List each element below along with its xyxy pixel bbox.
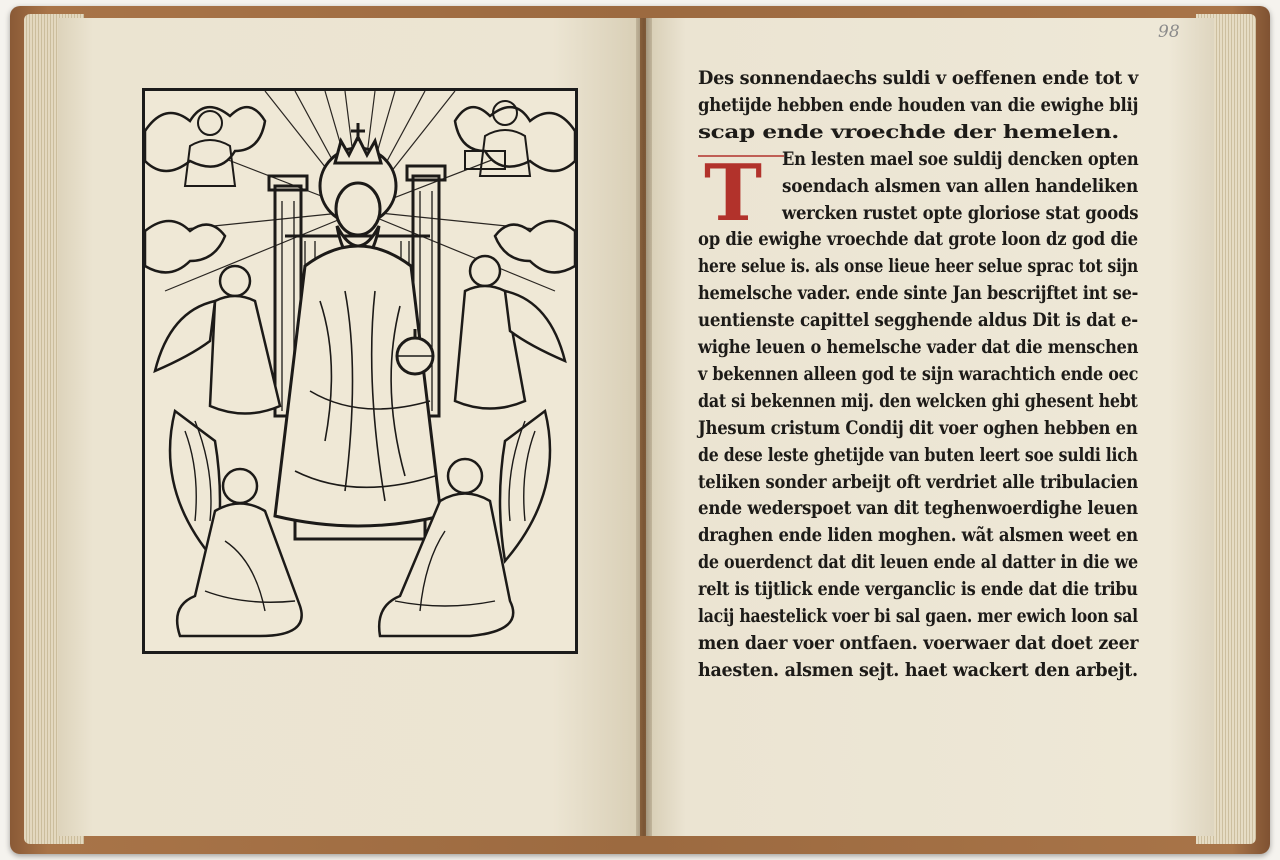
folio-number: 98 <box>1158 22 1180 42</box>
text-line: relt is tijtlick ende verganclic is ende dat die tribu <box>698 579 1138 601</box>
text-line: scap ende vroechde der hemelen. <box>698 121 1119 143</box>
text-line: here selue is. als onse lieue heer selue sprac tot sijn <box>698 256 1138 278</box>
text-line: wercken rustet opte gloriose stat goods <box>782 202 1139 224</box>
text-line: ende wederspoet van dit teghenwoerdighe leuen <box>698 498 1138 520</box>
text-line: En lesten mael soe suldij dencken opten <box>782 148 1139 170</box>
text-line: soendach alsmen van allen handeliken <box>782 175 1138 197</box>
text-line: v bekennen alleen god te sijn warachtich ende oec <box>698 363 1139 385</box>
svg-text:T: T <box>704 148 763 230</box>
text-line: lacij haestelick voer bi sal gaen. mer ewich loon sal <box>698 606 1138 627</box>
text-line: haesten. alsmen sejt. haet wackert den arbejt. <box>698 659 1138 681</box>
book-gutter <box>636 18 652 836</box>
text-line: men daer voer ontfaen. voerwaer dat doet zeer <box>698 632 1139 654</box>
decorated-initial <box>698 148 782 230</box>
text-line: uentienste capittel segghende aldus Dit is dat e- <box>698 310 1138 332</box>
text-line: hemelsche vader. ende sinte Jan bescrijftet int se- <box>698 283 1139 305</box>
woodcut-illustration <box>142 88 578 654</box>
text-line: Jhesum cristum Condij dit voer oghen hebben en <box>698 417 1138 439</box>
text-line: wighe leuen o hemelsche vader dat die menschen <box>698 337 1139 358</box>
text-line: teliken sonder arbeijt oft verdriet alle tribulacien <box>698 471 1139 493</box>
text-line: ghetijde hebben ende houden van die ewighe blij <box>698 94 1139 116</box>
text-line: Des sonnendaechs suldi v oeffenen ende tot v <box>698 68 1138 89</box>
text-line: op die ewighe vroechde dat grote loon dz god die <box>698 229 1138 251</box>
text-line: dat si bekennen mij. den welcken ghi ghesent hebt <box>698 390 1138 412</box>
text-line: de dese leste ghetijde van buten leert soe suldi lich <box>698 444 1138 466</box>
text-line: draghen ende liden moghen. wãt alsmen weet en <box>698 525 1138 547</box>
text-line: de ouerdenct dat dit leuen ende al datter in die we <box>698 552 1138 574</box>
